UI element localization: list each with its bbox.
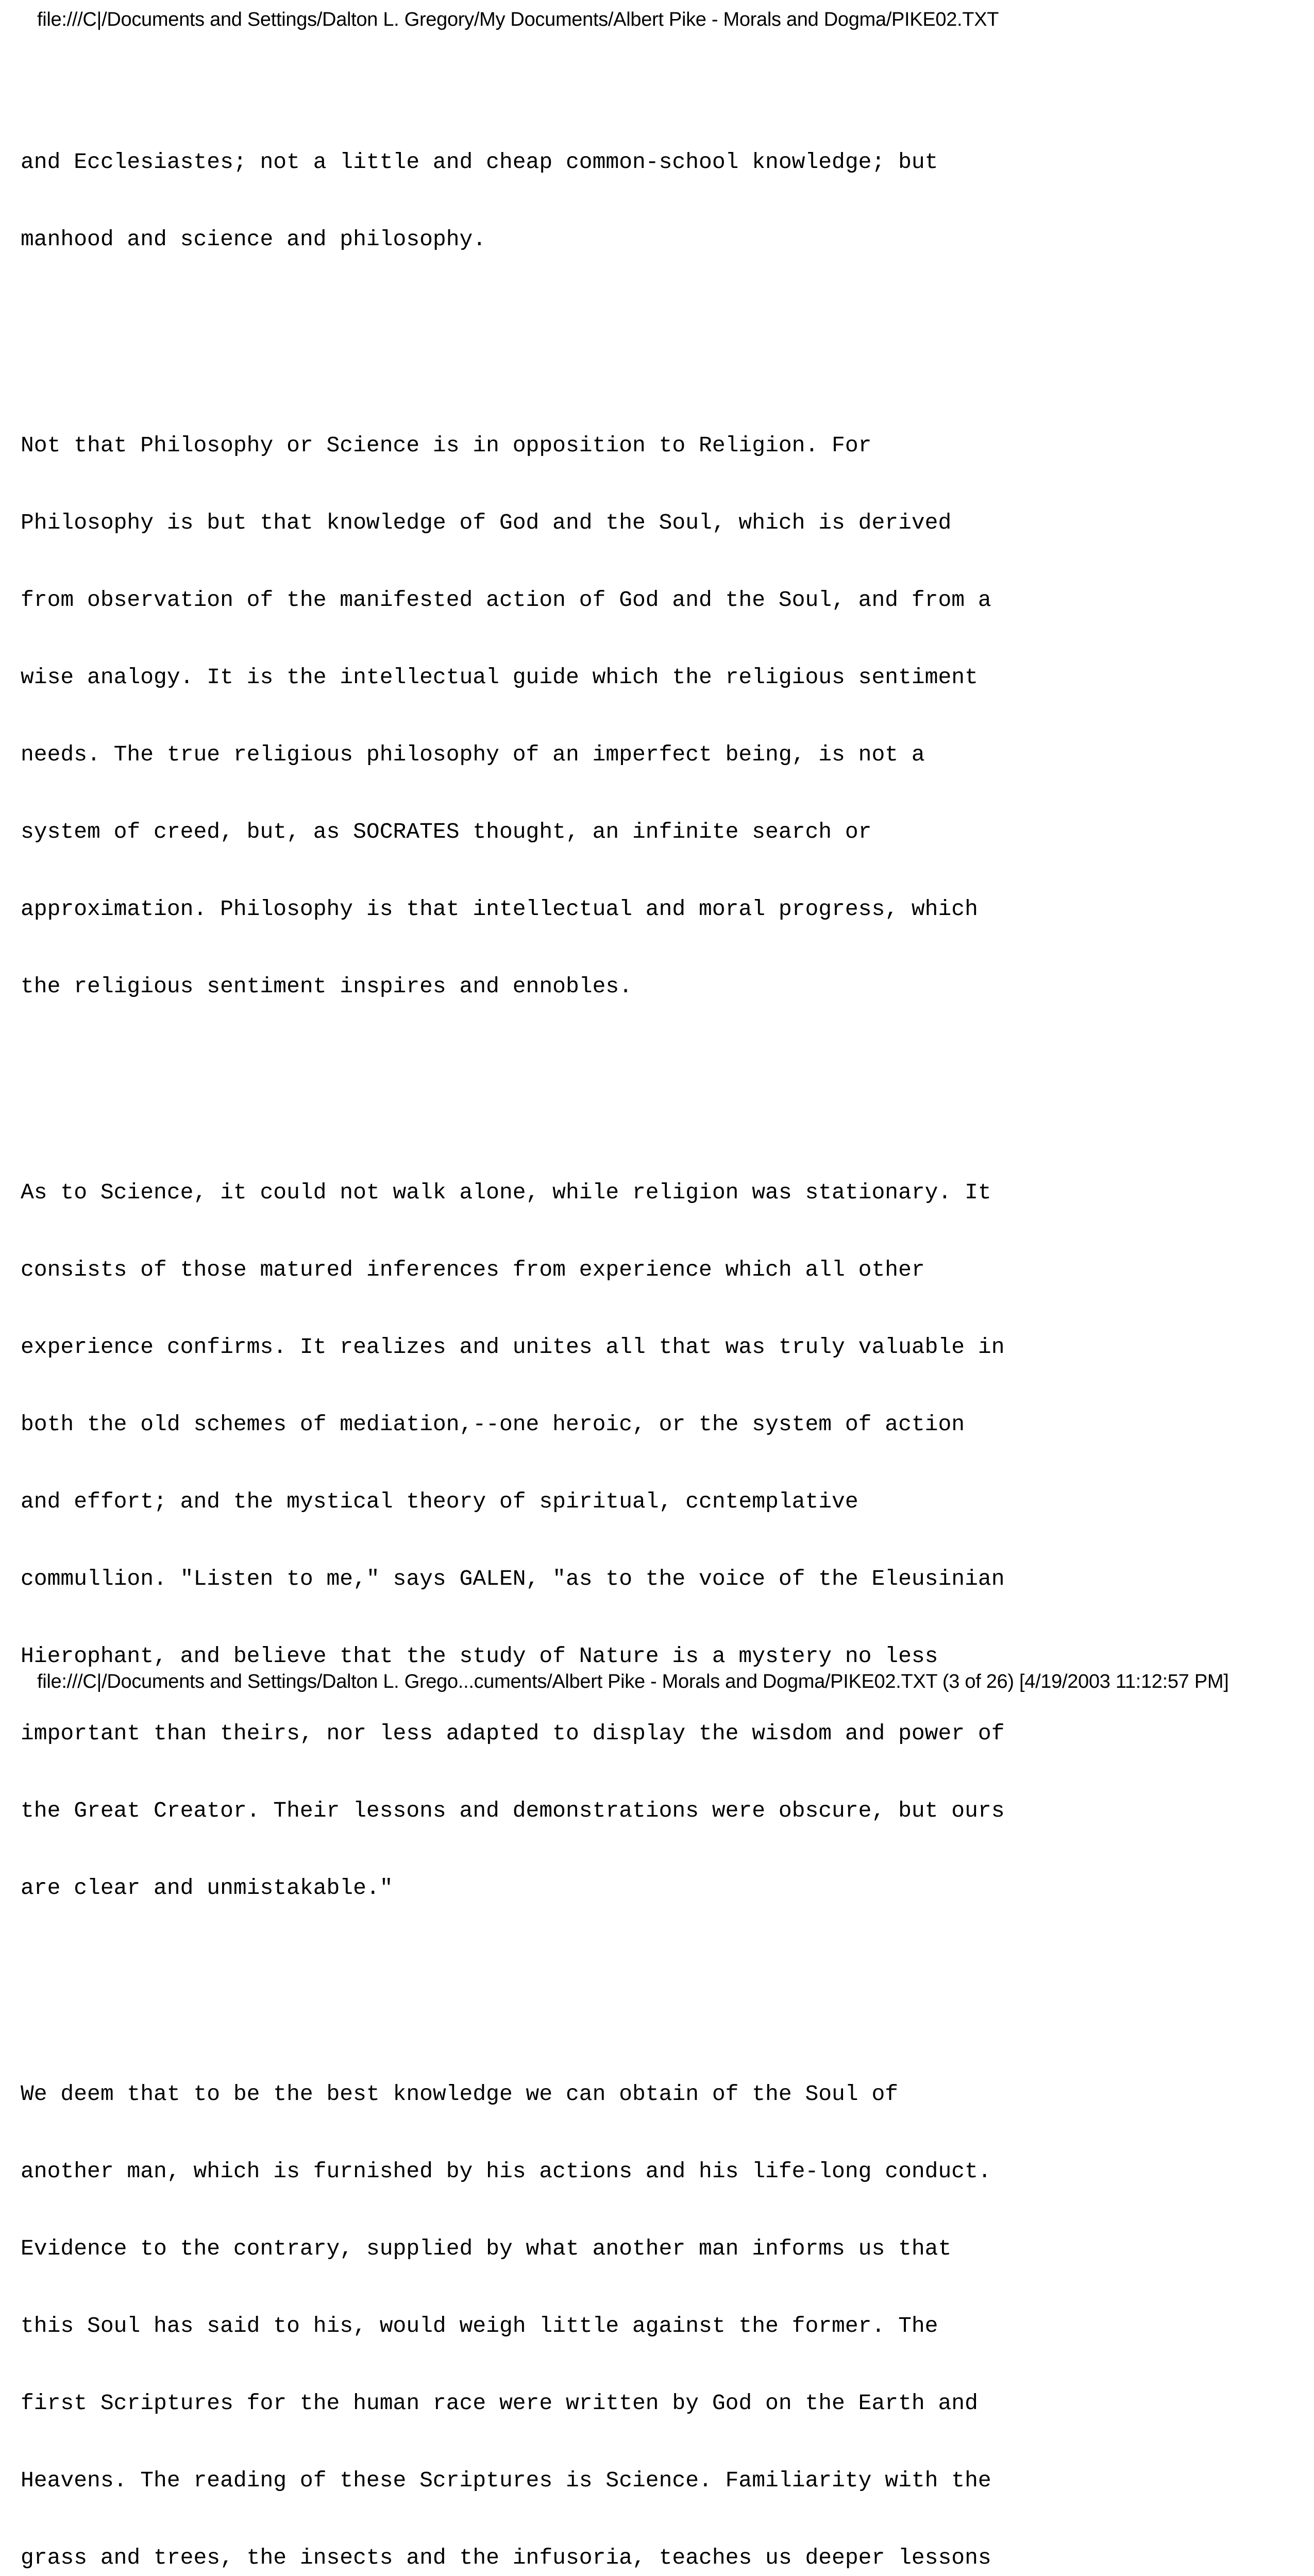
- text-line: needs. The true religious philosophy of an imperfect being, is not a: [21, 742, 925, 767]
- document-body: [21, 46, 1278, 2576]
- text-line: We deem that to be the best knowledge we can obtain of the Soul of: [21, 2081, 899, 2107]
- text-line: manhood and science and philosophy.: [21, 227, 486, 252]
- text-line: and effort; and the mystical theory of spiritual, ccntemplative: [21, 1489, 858, 1514]
- text-line: are clear and unmistakable.": [21, 1875, 393, 1901]
- text-line: wise analogy. It is the intellectual guide which the religious sentiment: [21, 665, 978, 690]
- text-line: approximation. Philosophy is that intellectual and moral progress, which: [21, 896, 978, 922]
- text-line: from observation of the manifested action of God and the Soul, and from a: [21, 587, 991, 613]
- text-line: system of creed, but, as SOCRATES thought, an infinite search or: [21, 819, 872, 844]
- text-line: the Great Creator. Their lessons and demonstrations were obscure, but ours: [21, 1798, 1005, 1823]
- text-line: this Soul has said to his, would weigh little against the former. The: [21, 2313, 938, 2338]
- text-line: first Scriptures for the human race were written by God on the Earth and: [21, 2391, 978, 2416]
- text-line: important than theirs, nor less adapted to display the wisdom and power of: [21, 1721, 1005, 1746]
- text-line: the religious sentiment inspires and ennobles.: [21, 974, 632, 999]
- text-line: Philosophy is but that knowledge of God and the Soul, which is derived: [21, 510, 952, 535]
- paragraph: [21, 2030, 1278, 2576]
- text-line: Hierophant, and believe that the study of Nature is a mystery no less: [21, 1643, 938, 1669]
- paragraph: [21, 1128, 1278, 1953]
- text-line: experience confirms. It realizes and unites all that was truly valuable in: [21, 1334, 1005, 1360]
- paragraph: [21, 98, 1278, 304]
- text-line: As to Science, it could not walk alone, while religion was stationary. It: [21, 1180, 991, 1205]
- text-line: grass and trees, the insects and the infusoria, teaches us deeper lessons: [21, 2545, 991, 2570]
- text-line: Heavens. The reading of these Scriptures is Science. Familiarity with the: [21, 2468, 991, 2493]
- text-line: commullion. "Listen to me," says GALEN, "as to the voice of the Eleusinian: [21, 1566, 1005, 1591]
- footer-file-path: file:///C|/Documents and Settings/Dalton L. Grego...cuments/Albert Pike - Morals and Dogma/PIKE02.TXT (3 of 26) [4/19/2003 11:12:57 PM]: [37, 1671, 1229, 1692]
- text-line: consists of those matured inferences from experience which all other: [21, 1257, 925, 1282]
- text-line: and Ecclesiastes; not a little and cheap common-school knowledge; but: [21, 149, 938, 175]
- header-file-path: file:///C|/Documents and Settings/Dalton L. Gregory/My Documents/Albert Pike - Morals and Dogma/PIKE02.TXT: [37, 9, 999, 30]
- text-line: Evidence to the contrary, supplied by what another man informs us that: [21, 2236, 952, 2261]
- text-line: Not that Philosophy or Science is in opposition to Religion. For: [21, 433, 872, 458]
- text-line: another man, which is furnished by his actions and his life-long conduct.: [21, 2159, 991, 2184]
- text-line: both the old schemes of mediation,--one heroic, or the system of action: [21, 1412, 965, 1437]
- paragraph: [21, 381, 1278, 1051]
